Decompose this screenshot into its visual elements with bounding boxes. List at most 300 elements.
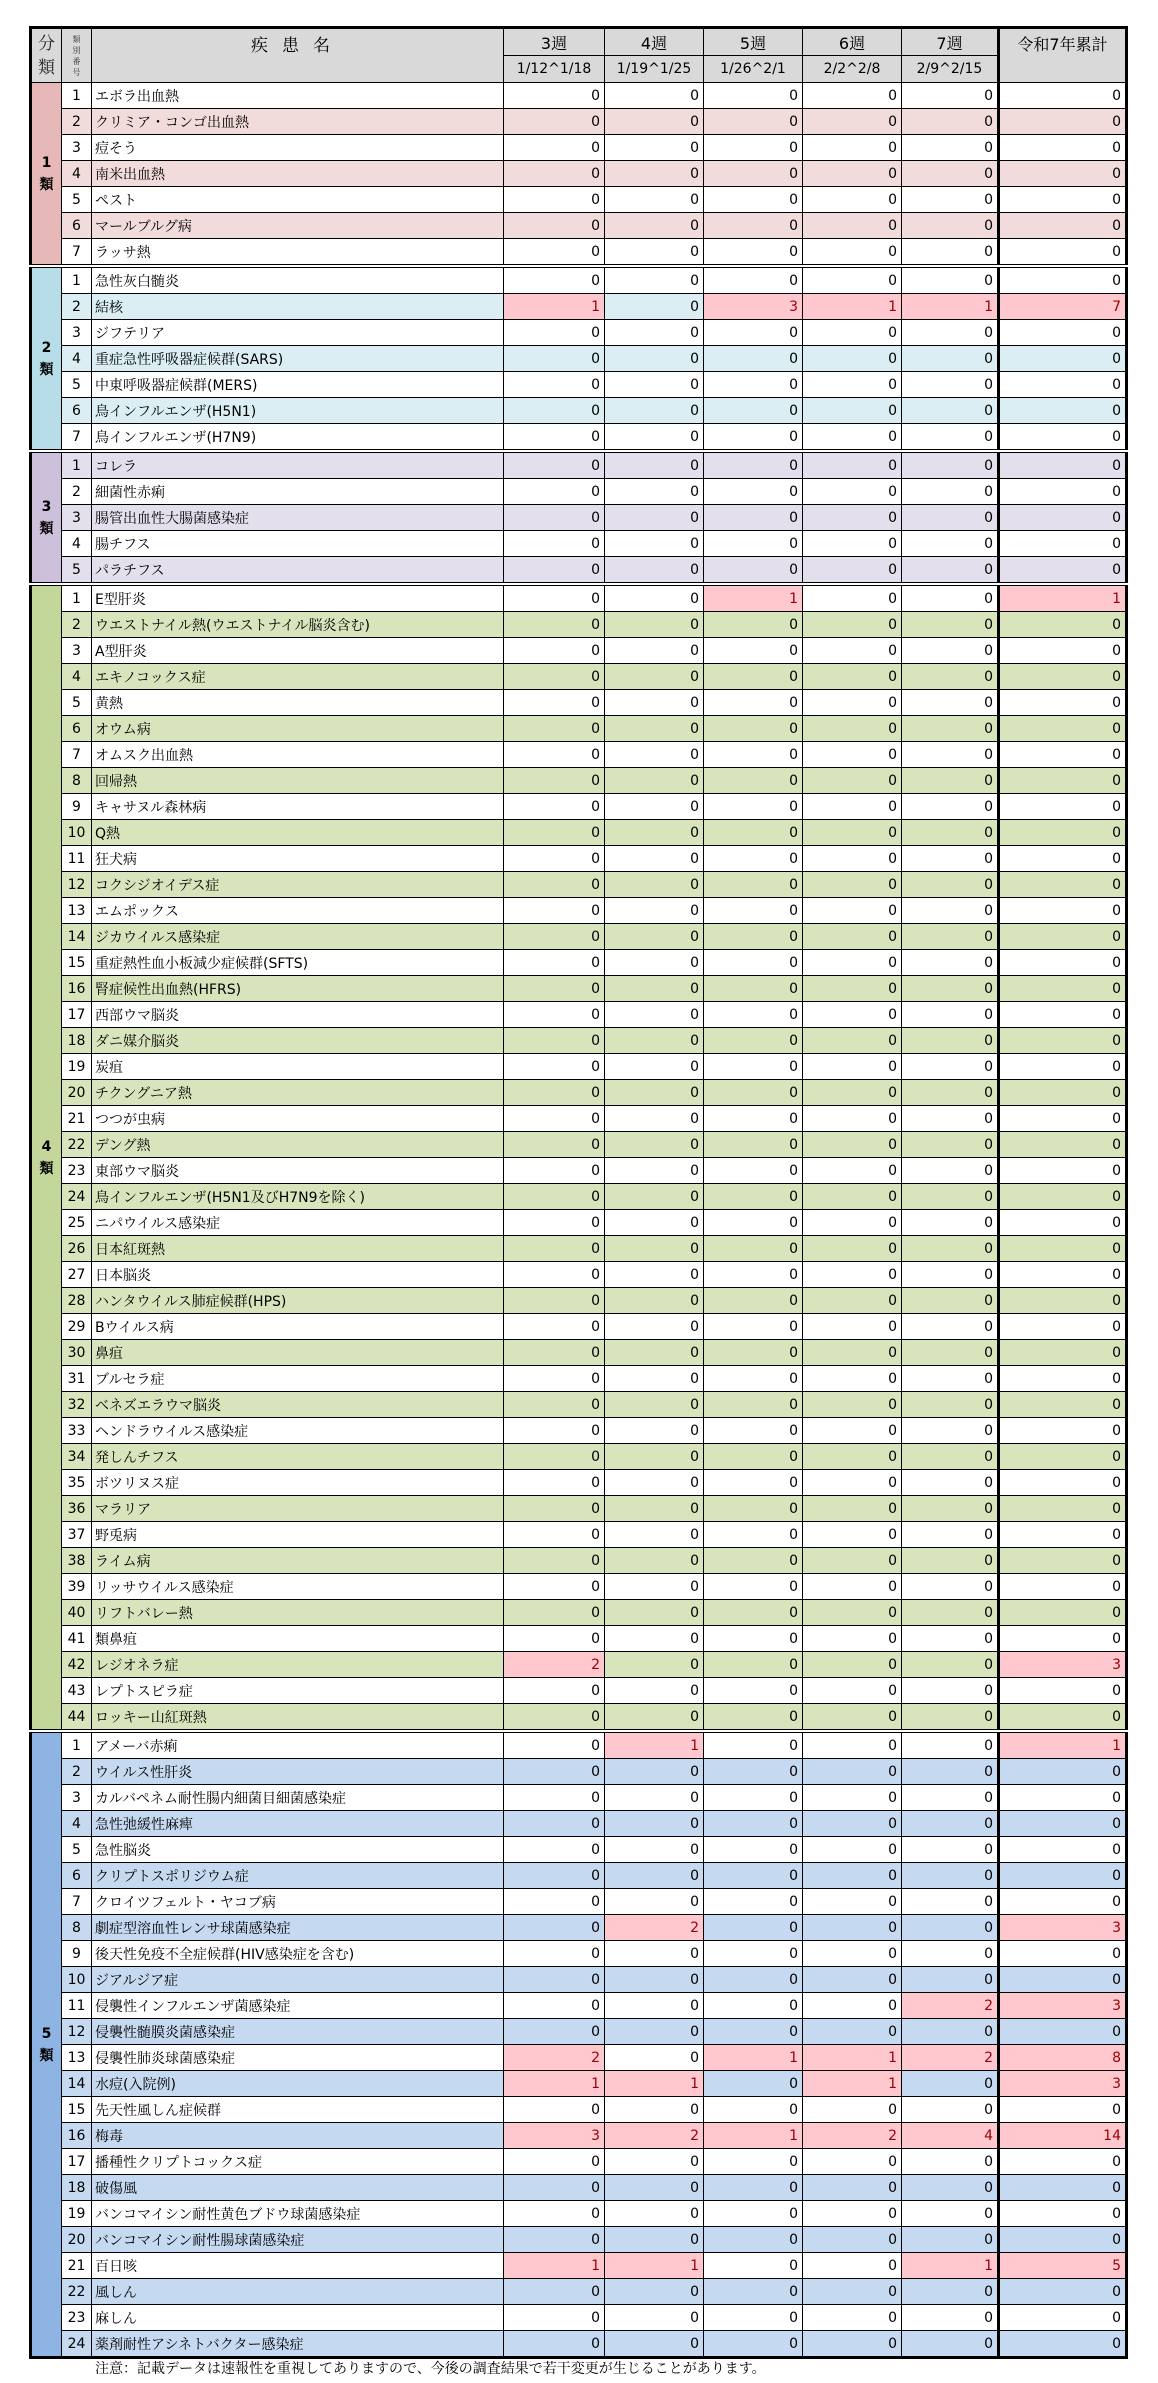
week-5-count: 0 — [704, 1366, 803, 1392]
week-7-count: 0 — [902, 1444, 999, 1470]
cumulative-count: 0 — [999, 1863, 1127, 1889]
table-row — [31, 716, 1127, 742]
table-row — [31, 1080, 1127, 1106]
disease-name: ダニ媒介脳炎 — [92, 1028, 504, 1054]
week-7-count: 0 — [902, 1132, 999, 1158]
week-6-count: 0 — [803, 2279, 902, 2305]
week-4-count: 0 — [605, 2331, 704, 2358]
week-7-count: 0 — [902, 1811, 999, 1837]
week-7-count: 0 — [902, 531, 999, 557]
week-3-count: 0 — [504, 161, 605, 187]
week-6-count: 0 — [803, 1811, 902, 1837]
week-7-count: 0 — [902, 690, 999, 716]
week-6-count: 0 — [803, 1262, 902, 1288]
row-number: 4 — [62, 664, 92, 690]
week-5-count: 0 — [704, 1652, 803, 1678]
week-3-count: 0 — [504, 1002, 605, 1028]
week-4-count: 0 — [605, 950, 704, 976]
week-5-count: 0 — [704, 1837, 803, 1863]
row-number: 13 — [62, 2045, 92, 2071]
table-row — [31, 424, 1127, 452]
week-7-count: 0 — [902, 950, 999, 976]
week-5-count: 0 — [704, 2097, 803, 2123]
cumulative-count: 0 — [999, 1106, 1127, 1132]
week-7-count: 0 — [902, 346, 999, 372]
cumulative-count: 0 — [999, 1418, 1127, 1444]
week-5-count: 0 — [704, 2175, 803, 2201]
cumulative-count: 0 — [999, 846, 1127, 872]
row-number: 6 — [62, 398, 92, 424]
cumulative-count: 0 — [999, 1028, 1127, 1054]
week-7-count: 0 — [902, 187, 999, 213]
row-number: 6 — [62, 213, 92, 239]
week-4-count: 0 — [605, 2305, 704, 2331]
week-3-count: 0 — [504, 187, 605, 213]
header-number-line: 番 — [72, 56, 81, 66]
week-6-count: 0 — [803, 451, 902, 479]
week-6-count: 0 — [803, 1678, 902, 1704]
cumulative-count: 0 — [999, 820, 1127, 846]
week-6-count: 0 — [803, 239, 902, 267]
week-5-count: 0 — [704, 187, 803, 213]
week-5-count: 0 — [704, 1759, 803, 1785]
disease-name: レプトスピラ症 — [92, 1678, 504, 1704]
table-row — [31, 1941, 1127, 1967]
table-row — [31, 1785, 1127, 1811]
table-row — [31, 664, 1127, 690]
week-4-count: 0 — [605, 898, 704, 924]
week-7-count: 0 — [902, 976, 999, 1002]
week-3-count: 0 — [504, 664, 605, 690]
week-4-count: 0 — [605, 398, 704, 424]
table-row — [31, 2305, 1127, 2331]
disease-name: 侵襲性髄膜炎菌感染症 — [92, 2019, 504, 2045]
table-row — [31, 1993, 1127, 2019]
row-number: 20 — [62, 1080, 92, 1106]
week-7-count: 0 — [902, 846, 999, 872]
week-3-count: 0 — [504, 1236, 605, 1262]
week-4-count: 0 — [605, 768, 704, 794]
week-5-count: 0 — [704, 1184, 803, 1210]
week-3-count: 0 — [504, 1392, 605, 1418]
week-5-count: 0 — [704, 1785, 803, 1811]
table-row — [31, 2019, 1127, 2045]
disease-name: 狂犬病 — [92, 846, 504, 872]
disease-name: クリミア・コンゴ出血熱 — [92, 109, 504, 135]
table-row — [31, 320, 1127, 346]
disease-name: リッサウイルス感染症 — [92, 1574, 504, 1600]
week-7-count: 0 — [902, 2227, 999, 2253]
cumulative-count: 0 — [999, 1600, 1127, 1626]
week-4-count: 0 — [605, 976, 704, 1002]
week-5-count: 0 — [704, 2227, 803, 2253]
week-6-count: 0 — [803, 1785, 902, 1811]
week-5-count: 0 — [704, 1574, 803, 1600]
row-number: 1 — [62, 451, 92, 479]
table-row — [31, 187, 1127, 213]
disease-name: ウイルス性肝炎 — [92, 1759, 504, 1785]
row-number: 31 — [62, 1366, 92, 1392]
week-4-count: 0 — [605, 213, 704, 239]
disease-name: 黄熱 — [92, 690, 504, 716]
table-row — [31, 2097, 1127, 2123]
disease-name: 日本脳炎 — [92, 1262, 504, 1288]
week-4-count: 0 — [605, 109, 704, 135]
week-4-count: 0 — [605, 584, 704, 612]
row-number: 2 — [62, 294, 92, 320]
week-5-count: 0 — [704, 2331, 803, 2358]
week-4-count: 0 — [605, 320, 704, 346]
cumulative-count: 0 — [999, 612, 1127, 638]
week-5-count: 0 — [704, 1392, 803, 1418]
week-5-count: 0 — [704, 1054, 803, 1080]
week-6-count: 0 — [803, 1314, 902, 1340]
table-row — [31, 1262, 1127, 1288]
week-4-count: 0 — [605, 2175, 704, 2201]
week-7-count: 0 — [902, 161, 999, 187]
week-3-count: 0 — [504, 820, 605, 846]
week-5-count: 1 — [704, 2045, 803, 2071]
week-6-count: 0 — [803, 83, 902, 109]
week-3-count: 0 — [504, 1678, 605, 1704]
week-3-count: 0 — [504, 1210, 605, 1236]
disease-name: A型肝炎 — [92, 638, 504, 664]
row-number: 26 — [62, 1236, 92, 1262]
disease-name: 鳥インフルエンザ(H5N1) — [92, 398, 504, 424]
week-5-count: 0 — [704, 1028, 803, 1054]
disease-name: ハンタウイルス肺症候群(HPS) — [92, 1288, 504, 1314]
week-7-count: 0 — [902, 1548, 999, 1574]
table-row — [31, 2071, 1127, 2097]
table-row — [31, 1600, 1127, 1626]
cumulative-count: 0 — [999, 2331, 1127, 2358]
category-suffix: 類 — [39, 176, 54, 193]
cumulative-count: 0 — [999, 2149, 1127, 2175]
cumulative-count: 0 — [999, 1132, 1127, 1158]
row-number: 21 — [62, 2253, 92, 2279]
table-row — [31, 1054, 1127, 1080]
row-number: 38 — [62, 1548, 92, 1574]
row-number: 24 — [62, 1184, 92, 1210]
week-3-count: 0 — [504, 451, 605, 479]
week-4-count: 0 — [605, 1967, 704, 1993]
table-row — [31, 1002, 1127, 1028]
row-number: 5 — [62, 690, 92, 716]
week-6-count: 0 — [803, 1080, 902, 1106]
week-5-count: 0 — [704, 664, 803, 690]
disease-name: 百日咳 — [92, 2253, 504, 2279]
week-3-count: 0 — [504, 584, 605, 612]
week-4-count: 0 — [605, 1678, 704, 1704]
week-4-count: 0 — [605, 1262, 704, 1288]
disease-name: 破傷風 — [92, 2175, 504, 2201]
disease-name: 播種性クリプトコックス症 — [92, 2149, 504, 2175]
disease-name: 重症急性呼吸器症候群(SARS) — [92, 346, 504, 372]
cumulative-count: 3 — [999, 1652, 1127, 1678]
row-number: 7 — [62, 424, 92, 452]
week-7-count: 0 — [902, 1002, 999, 1028]
header-number-line: 類 — [72, 34, 81, 44]
week-3-count: 0 — [504, 872, 605, 898]
disease-name: 鼻疽 — [92, 1340, 504, 1366]
cumulative-count: 0 — [999, 1704, 1127, 1732]
cumulative-count: 0 — [999, 1470, 1127, 1496]
week-6-count: 0 — [803, 320, 902, 346]
week-3-count: 0 — [504, 1993, 605, 2019]
row-number: 29 — [62, 1314, 92, 1340]
week-6-count: 0 — [803, 664, 902, 690]
week-3-count: 0 — [504, 2175, 605, 2201]
week-5-count: 0 — [704, 2149, 803, 2175]
category-suffix: 類 — [39, 520, 54, 537]
row-number: 14 — [62, 2071, 92, 2097]
cumulative-count: 0 — [999, 1340, 1127, 1366]
row-number: 3 — [62, 638, 92, 664]
week-4-count: 0 — [605, 372, 704, 398]
week-3-count: 0 — [504, 1470, 605, 1496]
week-4-count: 0 — [605, 1837, 704, 1863]
cumulative-count: 0 — [999, 505, 1127, 531]
footnote: 注意：記載データは速報性を重視してありますので、今後の調査結果で若干変更が生じることがあります。 — [95, 2361, 766, 2377]
row-number: 9 — [62, 1941, 92, 1967]
week-7-count: 0 — [902, 109, 999, 135]
disease-name: ブルセラ症 — [92, 1366, 504, 1392]
table-row — [31, 1915, 1127, 1941]
row-number: 34 — [62, 1444, 92, 1470]
week-4-count: 0 — [605, 1993, 704, 2019]
week-3-count: 0 — [504, 372, 605, 398]
cumulative-count: 0 — [999, 1288, 1127, 1314]
table-row — [31, 294, 1127, 320]
row-number: 2 — [62, 109, 92, 135]
cumulative-count: 1 — [999, 1731, 1127, 1759]
week-5-count: 3 — [704, 294, 803, 320]
cumulative-count: 0 — [999, 1496, 1127, 1522]
disease-name: 麻しん — [92, 2305, 504, 2331]
disease-name: クロイツフェルト・ヤコブ病 — [92, 1889, 504, 1915]
week-5-count: 0 — [704, 213, 803, 239]
table-row — [31, 1184, 1127, 1210]
cumulative-count: 0 — [999, 83, 1127, 109]
cumulative-count: 3 — [999, 2071, 1127, 2097]
cumulative-count: 0 — [999, 161, 1127, 187]
week-3-count: 0 — [504, 1184, 605, 1210]
week-5-count: 0 — [704, 768, 803, 794]
disease-name: バンコマイシン耐性黄色ブドウ球菌感染症 — [92, 2201, 504, 2227]
cumulative-count: 0 — [999, 320, 1127, 346]
cumulative-count: 0 — [999, 1837, 1127, 1863]
week-5-count: 0 — [704, 950, 803, 976]
disease-name: パラチフス — [92, 557, 504, 585]
week-5-count: 0 — [704, 2071, 803, 2097]
week-3-count: 0 — [504, 135, 605, 161]
category-suffix: 類 — [39, 1160, 54, 1177]
category-cell-4 — [31, 584, 62, 1731]
week-5-count: 0 — [704, 1236, 803, 1262]
row-number: 17 — [62, 1002, 92, 1028]
cumulative-count: 0 — [999, 135, 1127, 161]
row-number: 5 — [62, 557, 92, 585]
week-6-count: 0 — [803, 531, 902, 557]
disease-name: 腸管出血性大腸菌感染症 — [92, 505, 504, 531]
week-7-count: 0 — [902, 1392, 999, 1418]
week-7-count: 0 — [902, 2279, 999, 2305]
week-5-count: 0 — [704, 1418, 803, 1444]
week-3-count: 0 — [504, 2201, 605, 2227]
cumulative-count: 0 — [999, 1236, 1127, 1262]
disease-name: 先天性風しん症候群 — [92, 2097, 504, 2123]
week-5-count: 0 — [704, 638, 803, 664]
week-4-count: 0 — [605, 1002, 704, 1028]
table-row — [31, 1314, 1127, 1340]
row-number: 24 — [62, 2331, 92, 2358]
row-number: 32 — [62, 1392, 92, 1418]
table-row — [31, 1288, 1127, 1314]
table-row — [31, 2331, 1127, 2358]
cumulative-count: 0 — [999, 1678, 1127, 1704]
table-row — [31, 398, 1127, 424]
table-row — [31, 1236, 1127, 1262]
cumulative-count: 0 — [999, 1210, 1127, 1236]
weekly-infectious-disease-table — [29, 26, 1128, 2359]
cumulative-count: 0 — [999, 794, 1127, 820]
week-5-count: 1 — [704, 2123, 803, 2149]
cumulative-count: 0 — [999, 716, 1127, 742]
row-number: 13 — [62, 898, 92, 924]
row-number: 25 — [62, 1210, 92, 1236]
week-5-count: 0 — [704, 1941, 803, 1967]
disease-name: クリプトスポリジウム症 — [92, 1863, 504, 1889]
week-7-count: 0 — [902, 1080, 999, 1106]
disease-name: 南米出血熱 — [92, 161, 504, 187]
disease-name: オムスク出血熱 — [92, 742, 504, 768]
week-7-count: 0 — [902, 664, 999, 690]
row-number: 16 — [62, 2123, 92, 2149]
row-number: 3 — [62, 320, 92, 346]
week-6-count: 0 — [803, 1236, 902, 1262]
disease-name: 細菌性赤痢 — [92, 479, 504, 505]
disease-name: 鳥インフルエンザ(H5N1及びH7N9を除く) — [92, 1184, 504, 1210]
week-7-count: 0 — [902, 794, 999, 820]
table-row — [31, 1522, 1127, 1548]
cumulative-count: 0 — [999, 2227, 1127, 2253]
row-number: 1 — [62, 1731, 92, 1759]
week-5-count: 0 — [704, 1496, 803, 1522]
week-3-count: 0 — [504, 1444, 605, 1470]
week-7-count: 0 — [902, 2019, 999, 2045]
disease-name: ジフテリア — [92, 320, 504, 346]
disease-name: コレラ — [92, 451, 504, 479]
cumulative-count: 0 — [999, 2175, 1127, 2201]
week-3-count: 0 — [504, 1915, 605, 1941]
week-6-count: 0 — [803, 584, 902, 612]
week-6-count: 0 — [803, 2253, 902, 2279]
table-row — [31, 1837, 1127, 1863]
week-6-count: 0 — [803, 1496, 902, 1522]
week-6-count: 0 — [803, 2019, 902, 2045]
cumulative-count: 0 — [999, 638, 1127, 664]
week-4-count: 0 — [605, 1054, 704, 1080]
week-7-count: 0 — [902, 716, 999, 742]
week-7-count: 0 — [902, 1288, 999, 1314]
week-3-count: 0 — [504, 83, 605, 109]
row-number: 23 — [62, 1158, 92, 1184]
week-6-count: 0 — [803, 1652, 902, 1678]
week-6-count: 0 — [803, 2305, 902, 2331]
week-4-count: 0 — [605, 187, 704, 213]
disease-name: 西部ウマ脳炎 — [92, 1002, 504, 1028]
week-7-count: 0 — [902, 1522, 999, 1548]
table-row — [31, 690, 1127, 716]
table-row — [31, 2123, 1127, 2149]
week-3-count: 0 — [504, 1941, 605, 1967]
week-3-count: 0 — [504, 924, 605, 950]
week-5-count: 0 — [704, 531, 803, 557]
cumulative-count: 0 — [999, 1184, 1127, 1210]
category-number: 5 — [41, 2025, 52, 2042]
week-5-count: 0 — [704, 1889, 803, 1915]
week-4-count: 0 — [605, 531, 704, 557]
disease-name: 腸チフス — [92, 531, 504, 557]
week-6-count: 0 — [803, 1837, 902, 1863]
week-3-count: 0 — [504, 2279, 605, 2305]
week-7-count: 0 — [902, 398, 999, 424]
week-4-count: 0 — [605, 1470, 704, 1496]
week-4-count: 0 — [605, 820, 704, 846]
header-week-4: 4週 — [605, 28, 704, 56]
disease-name: 日本紅斑熱 — [92, 1236, 504, 1262]
week-6-count: 0 — [803, 2149, 902, 2175]
week-5-count: 0 — [704, 2019, 803, 2045]
week-6-count: 0 — [803, 2175, 902, 2201]
table-row — [31, 213, 1127, 239]
week-7-count: 0 — [902, 1236, 999, 1262]
table-row — [31, 1496, 1127, 1522]
table-row — [31, 161, 1127, 187]
table-row — [31, 451, 1127, 479]
week-7-count: 0 — [902, 2305, 999, 2331]
disease-name: ペスト — [92, 187, 504, 213]
week-6-count: 0 — [803, 768, 902, 794]
week-6-count: 0 — [803, 820, 902, 846]
week-5-count: 0 — [704, 820, 803, 846]
table-row — [31, 584, 1127, 612]
week-3-count: 3 — [504, 2123, 605, 2149]
week-7-count: 0 — [902, 1054, 999, 1080]
week-6-count: 0 — [803, 372, 902, 398]
disease-name: 後天性免疫不全症候群(HIV感染症を含む) — [92, 1941, 504, 1967]
table-row — [31, 135, 1127, 161]
disease-name: エキノコックス症 — [92, 664, 504, 690]
week-6-count: 0 — [803, 1054, 902, 1080]
week-7-count: 0 — [902, 612, 999, 638]
table-row — [31, 1158, 1127, 1184]
week-3-count: 0 — [504, 2331, 605, 2358]
week-4-count: 0 — [605, 1132, 704, 1158]
table-row — [31, 2175, 1127, 2201]
cumulative-count: 0 — [999, 690, 1127, 716]
week-3-count: 0 — [504, 398, 605, 424]
week-7-count: 0 — [902, 1785, 999, 1811]
week-6-count: 0 — [803, 1002, 902, 1028]
week-4-count: 0 — [605, 1418, 704, 1444]
header-category-line: 類 — [38, 57, 55, 78]
week-7-count: 0 — [902, 1314, 999, 1340]
disease-name: 重症熱性血小板減少症候群(SFTS) — [92, 950, 504, 976]
cumulative-count: 0 — [999, 1941, 1127, 1967]
week-6-count: 0 — [803, 1863, 902, 1889]
week-7-count: 0 — [902, 1158, 999, 1184]
